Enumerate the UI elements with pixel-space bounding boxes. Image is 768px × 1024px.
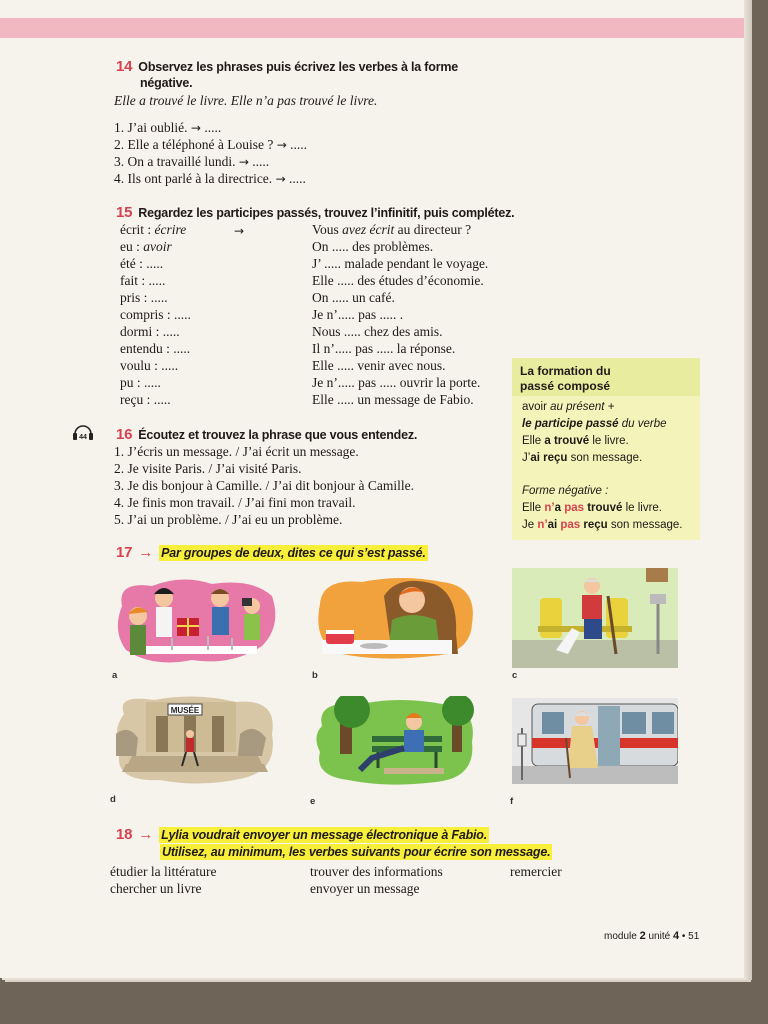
illustration-label-a: a [112,670,118,681]
text: le livre. [622,502,662,514]
ex15-right-6: Je n’..... pas ..... . [312,307,404,322]
ex18-verb-1: étudier la littérature [110,864,217,879]
right-arrow-icon: → [276,138,287,152]
grammar-title-line1: La formation du [520,364,611,378]
text: son message. [567,452,643,464]
text: n’ [537,519,548,531]
ex15-left-1 [120,222,186,238]
illustration-e-park-bench [312,696,478,788]
exercise-14-number: 14 [116,58,133,75]
ex15-left-2 [120,239,172,255]
illustration-c-waiting-room [512,568,678,668]
ex15-right-3: J’ ..... malade pendant le voyage. [312,256,489,271]
text: au présent + [550,401,615,413]
exercise-18-title-line2: Utilisez, au minimum, les verbes suivants pour écrire son message. [162,845,551,859]
ex15-left-5: pris : ..... [120,290,168,305]
exercise-14-item-4 [114,171,306,187]
exercise-16-item-4: 4. Je finis mon travail. / J’ai fini mon travail. [114,495,356,510]
right-arrow-icon: → [190,121,201,135]
ex15-right-1 [312,222,471,238]
ex15-left-8: entendu : ..... [120,341,191,356]
exercise-18-number: 18 [116,826,133,843]
ex15-left-7: dormi : ..... [120,324,180,339]
blank: ..... [289,171,306,186]
exercise-16-heading [116,426,417,443]
text: du verbe [618,418,667,430]
exercise-14-heading [116,58,458,75]
footer-module-label: module [604,931,637,942]
grammar-box-passe-compose [512,358,700,540]
exercise-16-item-5: 5. J’ai un problème. / J’ai eu un problème. [114,512,343,527]
ex15-left-6: compris : ..... [120,307,191,322]
ex15-right-8: Il n’..... pas ..... la réponse. [312,341,456,356]
ex18-verb-4: chercher un livre [110,881,202,896]
exercise-16-number: 16 [116,426,133,443]
ex18-verb-2: trouver des informations [310,864,443,879]
text: pas [557,519,581,531]
grammar-rule-line1 [522,401,614,413]
right-arrow-icon: → [138,544,154,561]
grammar-negative-label: Forme négative : [522,485,609,497]
text: avoir [522,401,551,413]
audio-track-number: 44 [79,434,87,441]
text: Elle [522,435,545,447]
exercise-14-title-line2: négative. [140,76,193,90]
ex15-right-10: Je n’..... pas ..... ouvrir la porte. [312,375,481,390]
text: Elle [522,502,545,514]
grammar-title-line2: passé composé [520,379,611,393]
exercise-17-heading [116,544,428,561]
illustration-label-b: b [312,670,318,681]
exercise-15-number: 15 [116,204,133,221]
exercise-14-item-2 [114,137,307,153]
text: Je [522,519,538,531]
text: son message. [607,519,683,531]
grammar-example-2 [522,452,642,464]
exercise-17-title: Par groupes de deux, dites ce qui s’est passé. [161,546,426,560]
exercise-14-item-3 [114,154,269,170]
participle: écrit : [120,222,155,237]
item-text: 4. Ils ont parlé à la directrice. [114,171,273,186]
illustration-d-museum [112,694,278,788]
grammar-example-1 [522,435,629,447]
illustration-label-c: c [512,670,518,681]
right-arrow-icon: → [138,826,154,843]
sentence-end: au directeur ? [394,222,472,237]
footer-separator: • [681,931,686,942]
ex18-verb-3: remercier [510,864,562,879]
infinitive: avoir [143,239,172,254]
top-color-band [0,18,746,38]
footer-unit-label: unité [648,931,671,942]
exercise-17-number: 17 [116,544,133,561]
exercise-16-item-2: 2. Je visite Paris. / J’ai visité Paris. [114,461,302,476]
text: le participe passé [522,418,619,430]
ex15-right-4: Elle ..... des études d’économie. [312,273,484,288]
ex15-left-11: reçu : ..... [120,392,171,407]
exercise-16-item-1: 1. J’écris un message. / J’ai écrit un message. [114,444,359,459]
blank: ..... [252,154,270,169]
illustration-f-train-station [512,698,678,784]
grammar-negative-example-1 [522,502,662,514]
grammar-rule-line2 [522,418,666,430]
exercise-14-example: Elle a trouvé le livre. Elle n’a pas trouvé le livre. [114,93,378,108]
text: pas [561,502,585,514]
item-text: 1. J’ai oublié. [114,120,188,135]
museum-sign-text: MUSÉE [170,706,200,715]
footer-module-number: 2 [639,930,646,942]
illustration-a-party [112,576,278,668]
footer-unit-number: 4 [672,930,680,942]
right-arrow-icon: → [238,155,249,169]
illustration-label-e: e [310,796,316,807]
infinitive: écrire [154,222,187,237]
blank: ..... [290,137,307,152]
ex15-right-2: On ..... des problèmes. [312,239,434,254]
text: a [554,502,562,514]
audio-track-icon[interactable] [72,424,94,442]
right-arrow-icon: → [275,172,286,186]
text: le livre. [589,435,629,447]
illustration-label-f: f [510,796,514,807]
item-text: 2. Elle a téléphoné à Louise ? [114,137,274,152]
ex18-verb-5: envoyer un message [310,881,420,896]
text: reçu [580,519,608,531]
text: a trouvé [544,435,590,447]
exercise-18-title-line2-wrap [160,845,552,859]
ex15-right-5: On ..... un café. [312,290,395,305]
exercise-16-title: Écoutez et trouvez la phrase que vous entendez. [138,428,418,442]
ex15-left-9: voulu : ..... [120,358,179,373]
blank: ..... [204,120,222,135]
illustration-label-d: d [110,794,116,805]
exercise-15-title: Regardez les participes passés, trouvez l’infinitif, puis complétez. [138,206,515,220]
page-footer [604,930,699,942]
exercise-14-item-1 [114,120,221,136]
ex15-left-3: été : ..... [120,256,164,271]
exercise-16-item-3: 3. Je dis bonjour à Camille. / J’ai dit bonjour à Camille. [114,478,414,493]
ex15-right-7: Nous ..... chez des amis. [312,324,443,339]
sentence-start: Vous [312,222,343,237]
ex15-right-11: Elle ..... un message de Fabio. [312,392,474,407]
page-edge-shadow [744,0,752,980]
ex15-right-9: Elle ..... venir avec nous. [312,358,446,373]
text: ai [547,519,558,531]
illustration-b-dinner [312,574,478,662]
text: J’ [522,452,531,464]
ex15-left-4: fait : ..... [120,273,166,288]
text: ai reçu [530,452,568,464]
text: n’ [544,502,555,514]
text: trouvé [584,502,623,514]
item-text: 3. On a travaillé lundi. [114,154,236,169]
ex15-left-10: pu : ..... [120,375,161,390]
grammar-negative-example-2 [522,519,682,531]
exercise-14-title-line1: Observez les phrases puis écrivez les verbes à la forme [138,60,459,74]
exercise-18-heading [116,826,489,843]
sentence-answer: avez écrit [342,222,395,237]
participle: eu : [120,239,144,254]
right-arrow-icon: → [234,224,245,238]
exercise-18-title-line1: Lylia voudrait envoyer un message électronique à Fabio. [161,828,488,842]
page-number: 51 [688,931,700,942]
exercise-15-heading [116,204,514,221]
